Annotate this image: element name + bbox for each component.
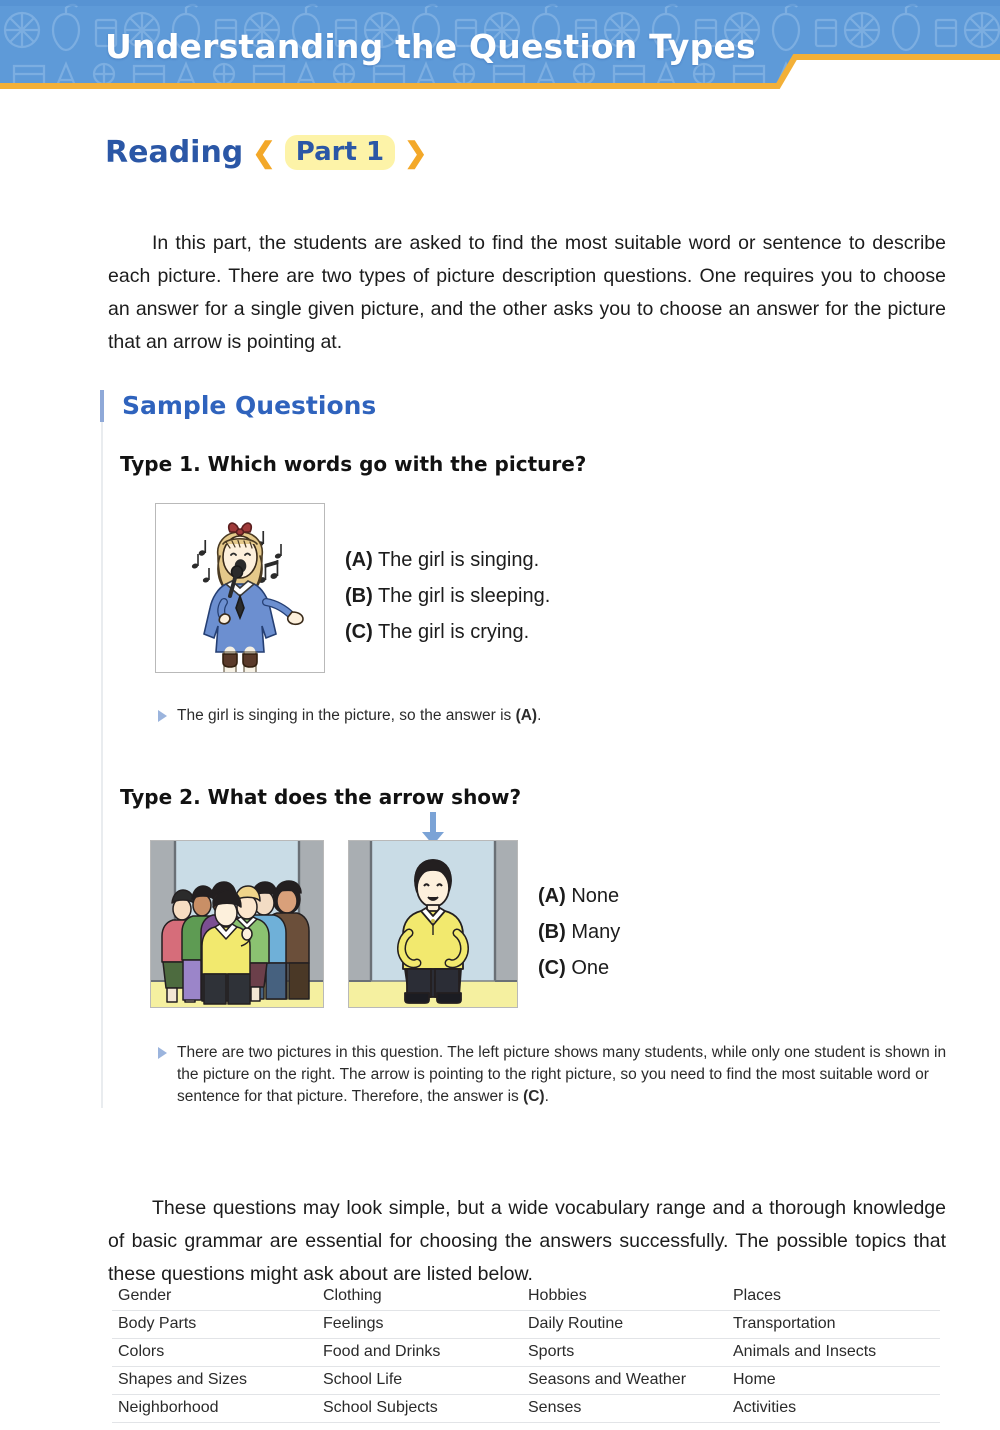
closing-paragraph: These questions may look simple, but a wide vocabulary range and a thorough knowledge of basic grammar are essential for choosing the answers successfully. The possible topics that these questions might ask about are listed below. — [108, 1196, 946, 1285]
type1-option-c[interactable] — [345, 614, 550, 650]
topic-cell: Feelings — [317, 1311, 522, 1339]
option-text: Many — [571, 921, 621, 943]
type2-option-b[interactable] — [538, 914, 620, 950]
topics-table — [112, 1283, 940, 1423]
explanation-before: There are two pictures in this question. The left picture shows many students, while only one student is shown in the picture on the right. The arrow is pointing to the right picture, so you need to find the most suitable word or sentence for that picture. Therefore, the answer is — [177, 1044, 947, 1105]
section-heading-reading — [105, 135, 428, 170]
intro-paragraph: In this part, the students are asked to find the most suitable word or sentence to describe each picture. There are two types of picture description questions. One requires you to choose an answer for a single given picture, and the other asks you to choose an answer for the picture that an arrow is pointing at. — [108, 231, 946, 353]
explanation-answer: (C) — [523, 1088, 545, 1105]
option-letter: (A) — [345, 549, 373, 571]
triangle-bullet-icon — [158, 1047, 167, 1059]
many-students-illustration — [151, 841, 323, 1007]
topic-cell: Animals and Insects — [727, 1339, 940, 1367]
type2-heading: Type 2. What does the arrow show? — [120, 785, 522, 809]
option-text: None — [571, 885, 620, 907]
topic-cell: Home — [727, 1367, 940, 1395]
girl-singing-illustration — [156, 504, 324, 672]
option-letter: (C) — [538, 957, 566, 979]
type1-explanation-text — [177, 705, 541, 727]
option-letter: (B) — [538, 921, 566, 943]
type2-option-a[interactable] — [538, 878, 620, 914]
part-badge: Part 1 — [285, 135, 395, 170]
topic-cell: Shapes and Sizes — [112, 1367, 317, 1395]
chevron-left-icon: ❮ — [252, 136, 276, 168]
topic-cell: Activities — [727, 1395, 940, 1423]
option-letter: (B) — [345, 585, 373, 607]
topic-cell: Neighborhood — [112, 1395, 317, 1423]
topic-cell: Seasons and Weather — [522, 1367, 727, 1395]
explanation-before: The girl is singing in the picture, so the answer is — [177, 707, 516, 724]
reading-label: Reading — [105, 135, 244, 170]
topic-cell: Senses — [522, 1395, 727, 1423]
topic-cell: School Life — [317, 1367, 522, 1395]
topic-cell: Places — [727, 1283, 940, 1311]
type1-option-b[interactable] — [345, 578, 550, 614]
explanation-answer: (A) — [515, 707, 538, 724]
topic-cell: Hobbies — [522, 1283, 727, 1311]
page-header-banner — [0, 0, 1000, 100]
chevron-right-icon: ❯ — [404, 136, 428, 168]
type1-heading: Type 1. Which words go with the picture? — [120, 452, 587, 476]
sample-questions-heading: Sample Questions — [122, 391, 377, 420]
option-text: The girl is sleeping. — [377, 585, 551, 607]
topic-cell: Food and Drinks — [317, 1339, 522, 1367]
left-margin-rule — [101, 418, 103, 1108]
type1-explanation — [158, 705, 718, 727]
topic-cell: Gender — [112, 1283, 317, 1311]
option-letter: (A) — [538, 885, 566, 907]
sample-questions-accent-bar — [100, 390, 104, 422]
type2-explanation — [158, 1042, 948, 1108]
option-text: The girl is singing. — [377, 549, 540, 571]
type2-explanation-text — [177, 1042, 948, 1108]
page-title: Understanding the Question Types — [105, 27, 756, 66]
option-letter: (C) — [345, 621, 373, 643]
topic-cell: Colors — [112, 1339, 317, 1367]
triangle-bullet-icon — [158, 710, 167, 722]
option-text: One — [571, 957, 610, 979]
topic-cell: Body Parts — [112, 1311, 317, 1339]
type2-picture-one-student — [348, 840, 518, 1008]
type1-picture-girl-singing — [155, 503, 325, 673]
explanation-after: . — [537, 707, 542, 724]
type2-options — [538, 878, 620, 986]
topic-cell: Clothing — [317, 1283, 522, 1311]
type1-option-a[interactable] — [345, 542, 550, 578]
type1-options — [345, 542, 550, 650]
topic-cell: Daily Routine — [522, 1311, 727, 1339]
type2-picture-many-students — [150, 840, 324, 1008]
type2-option-c[interactable] — [538, 950, 620, 986]
explanation-after: . — [544, 1088, 549, 1105]
topic-cell: School Subjects — [317, 1395, 522, 1423]
topic-cell: Sports — [522, 1339, 727, 1367]
option-text: The girl is crying. — [377, 621, 530, 643]
topic-cell: Transportation — [727, 1311, 940, 1339]
one-student-illustration — [349, 841, 517, 1007]
